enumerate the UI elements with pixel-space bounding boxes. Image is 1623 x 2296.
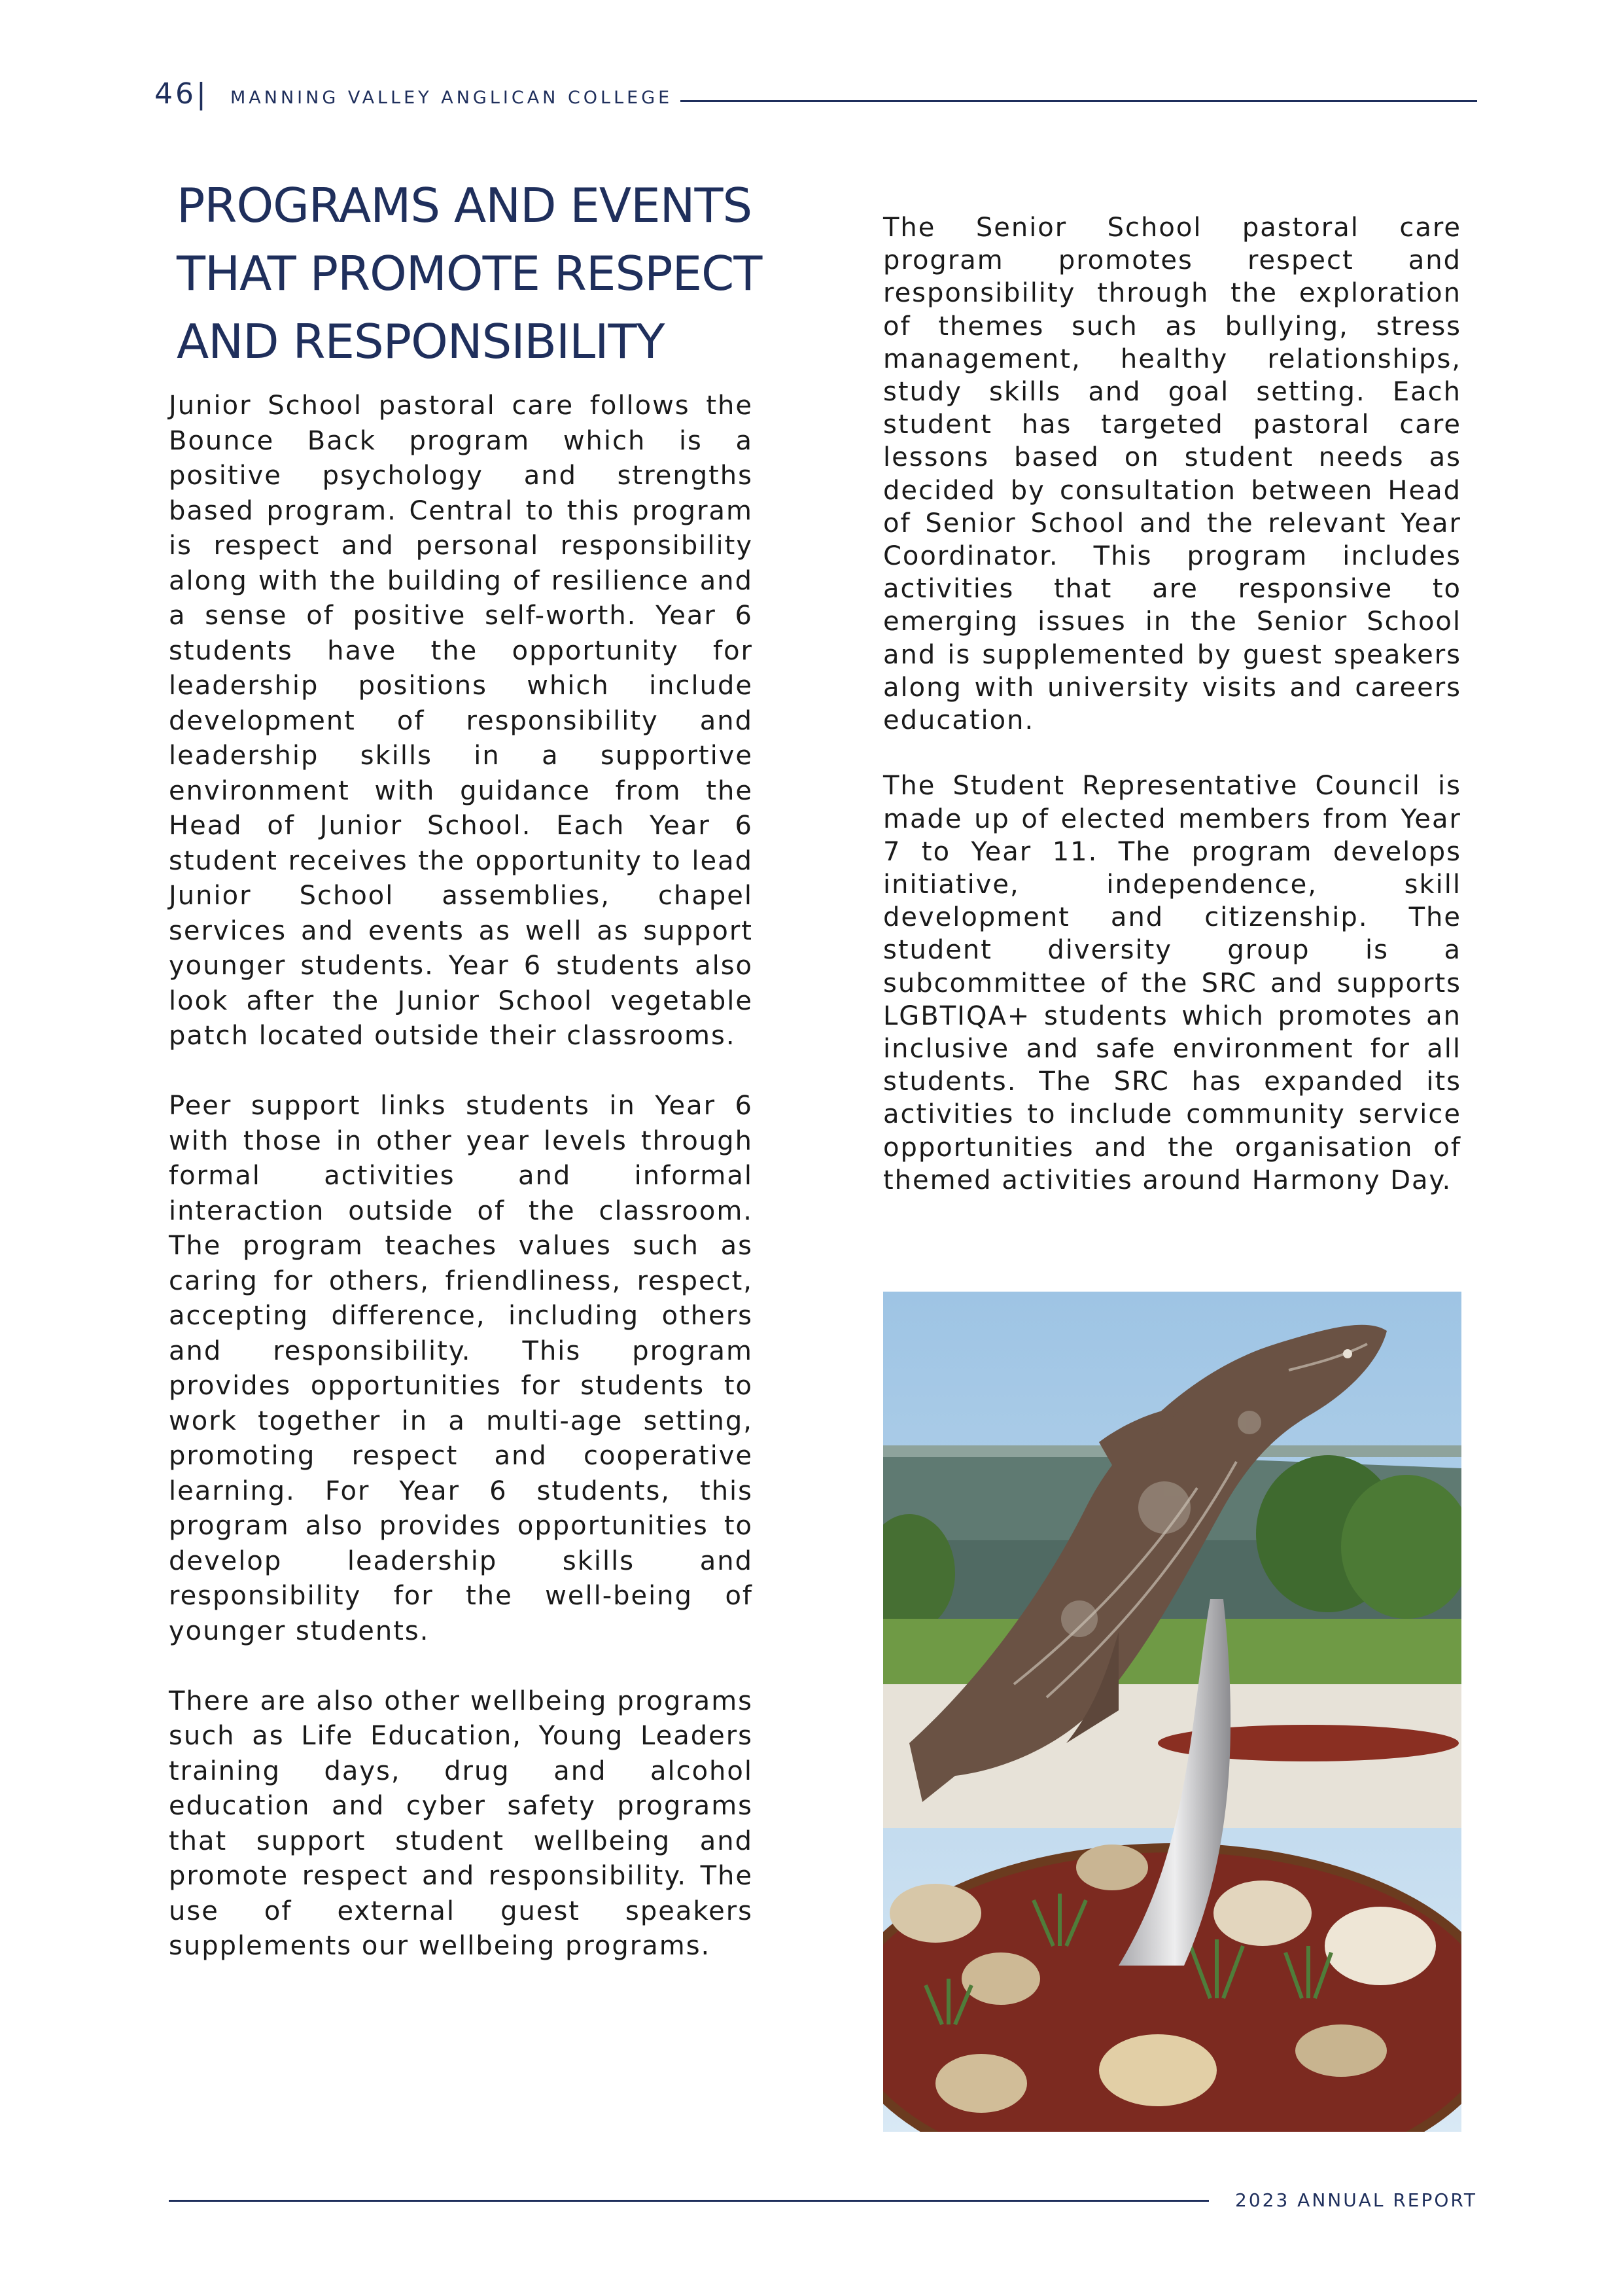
shark-sculpture-photo xyxy=(883,1292,1461,2132)
title-line-1: PROGRAMS AND EVENTS xyxy=(177,178,752,233)
right-column xyxy=(883,211,1461,1229)
title-line-3: AND RESPONSIBILITY xyxy=(177,314,665,369)
junior-pastoral-paragraph: Junior School pastoral care follows the Bounce Back program which is a positive psychology and strengths based program. Central to this program is respect and personal responsibility along with the building of resilience and a sense of positive self-worth. Year 6 students have the opportunity for leadership positions which include development of responsibility and leadership skills in a supportive environment with guidance from the Head of Junior School. Each Year 6 student receives the opportunity to lead Junior School assemblies, chapel services and events as well as support younger students. Year 6 students also look after the Junior School vegetable patch located outside their classrooms. xyxy=(169,391,753,1051)
header-rule xyxy=(680,100,1477,102)
footer-label: 2023 ANNUAL REPORT xyxy=(1235,2189,1477,2211)
footer-rule xyxy=(169,2200,1209,2202)
title-line-2: THAT PROMOTE RESPECT xyxy=(177,246,762,301)
peer-support-paragraph: Peer support links students in Year 6 with those in other year levels through formal activities and informal interaction outside of the classroom. The program teaches values such as caring for others, friendliness, respect, accepting difference, including others and responsibility. This program provides opportunities for students to work together in a multi-age setting, promoting respect and cooperative learning. For Year 6 students, this program also provides opportunities to develop leadership skills and responsibility for the well-being of younger students. xyxy=(169,1091,753,1646)
src-paragraph: The Student Representative Council is made up of elected members from Year 7 to Year 11. The program develops initiative, independence, skill development and citizenship. The student diversity group is a subcommittee of the SRC and supports LGBTIQA+ students which promotes an inclusive and safe environment for all students. The SRC has expanded its activities to include community service opportunities and the organisation of themed activities around Harmony Day. xyxy=(883,771,1461,1195)
senior-pastoral-paragraph: The Senior School pastoral care program promotes respect and responsibility through the exploration of themes such as bullying, stress management, healthy relationships, study skills and goal setting. Each student has targeted pastoral care lessons based on student needs as decided by consultation between Head of Senior School and the relevant Year Coordinator. This program includes activities that are responsive to emerging issues in the Senior School and is supplemented by guest speakers along with university visits and careers education. xyxy=(883,213,1461,736)
page-number: 46| xyxy=(154,77,209,111)
college-name: MANNING VALLEY ANGLICAN COLLEGE xyxy=(230,88,673,108)
left-column xyxy=(169,389,753,1999)
section-title xyxy=(177,171,765,376)
wellbeing-programs-paragraph: There are also other wellbeing programs such as Life Education, Young Leaders training days, drug and alcohol education and cyber safety programs that support student wellbeing and promote respect and responsibility. The use of external guest speakers supplements our wellbeing programs. xyxy=(169,1686,753,1961)
